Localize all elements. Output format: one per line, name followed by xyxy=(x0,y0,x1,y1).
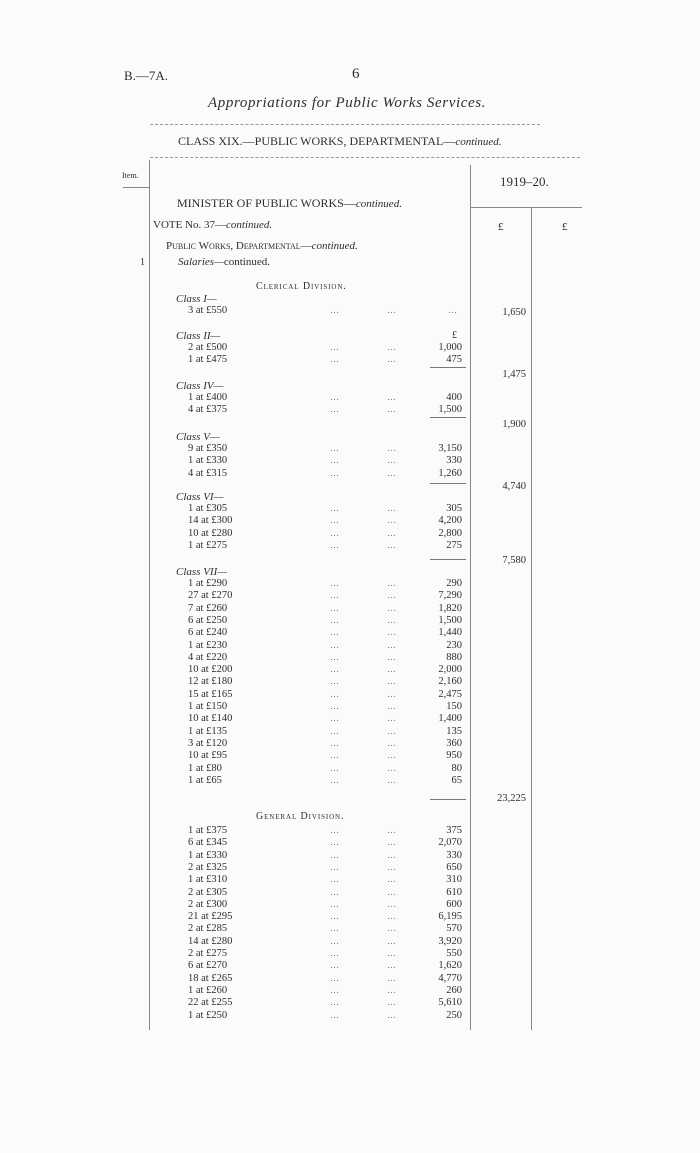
item-header-rule xyxy=(123,187,149,188)
leader-dots: … xyxy=(330,639,340,650)
line-item-label: 1 at £80 xyxy=(188,762,222,774)
line-item-label: 14 at £280 xyxy=(188,935,233,947)
line-item-label: 10 at £95 xyxy=(188,750,228,762)
line-item-amount: 950 xyxy=(446,750,462,762)
leader-dots: … xyxy=(330,898,340,909)
leader-dots: … xyxy=(387,911,397,922)
leader-dots: … xyxy=(387,898,397,909)
line-item-amount: 310 xyxy=(446,874,462,886)
line-item-label: 7 at £260 xyxy=(188,602,228,614)
item-column-rule xyxy=(149,160,150,1030)
leader-dots: … xyxy=(387,676,397,687)
class-4-total: 1,900 xyxy=(502,419,526,430)
line-item-amount: 250 xyxy=(446,1009,462,1021)
leader-dots: … xyxy=(387,527,397,538)
leader-dots: … xyxy=(330,997,340,1008)
line-item-label: 6 at £270 xyxy=(188,960,228,972)
line-item-amount: 550 xyxy=(446,948,462,959)
line-item-label: 1 at £150 xyxy=(188,701,228,712)
line-item-amount: 1,620 xyxy=(438,960,462,972)
line-item-label: 4 at £220 xyxy=(188,651,228,663)
leader-dots: … xyxy=(387,651,397,662)
line-item-label: 6 at £240 xyxy=(188,627,228,639)
line-item-label: 2 at £305 xyxy=(188,886,228,898)
class-7-total: 23,225 xyxy=(497,793,526,804)
leader-dots: … xyxy=(387,443,397,453)
line-item-label: 1 at £135 xyxy=(188,725,228,737)
document-code: B.—7A. xyxy=(124,68,169,83)
line-item-label: 27 at £270 xyxy=(188,590,233,602)
leader-dots: … xyxy=(387,1009,397,1020)
class-2-label: Class II— xyxy=(176,330,221,342)
leader-dots: … xyxy=(387,837,397,848)
line-item-amount: 330 xyxy=(446,849,462,861)
line-item-amount: 290 xyxy=(446,578,462,589)
leader-dots: … xyxy=(387,849,397,860)
line-item-label: 6 at £345 xyxy=(188,837,228,849)
leader-dots: … xyxy=(387,342,397,352)
leader-dots: … xyxy=(387,713,397,724)
leader-dots: … xyxy=(330,984,340,995)
line-item-amount: 7,290 xyxy=(438,590,462,602)
title-rule xyxy=(150,124,540,125)
line-item-amount: 1,500 xyxy=(438,404,462,416)
line-item-label: 4 at £375 xyxy=(188,404,228,416)
dept-heading: Public Works, Departmental—continued. xyxy=(166,240,358,252)
line-item-label: 12 at £180 xyxy=(188,676,233,688)
leader-dots: … xyxy=(387,515,397,526)
leader-dots: … xyxy=(387,997,397,1008)
vote-heading: VOTE No. 37—continued. xyxy=(153,219,273,231)
line-item-amount: 2,000 xyxy=(438,664,462,676)
leader-dots: … xyxy=(330,664,340,675)
leader-dots: … xyxy=(330,404,340,415)
class-7-label: Class VII— xyxy=(176,566,228,578)
leader-dots: … xyxy=(387,614,397,625)
leader-dots: … xyxy=(387,701,397,711)
line-item-label: 1 at £375 xyxy=(188,825,228,836)
leader-dots: … xyxy=(387,935,397,946)
year-heading: 1919–20. xyxy=(500,174,549,189)
pound-sign-1: £ xyxy=(498,221,504,233)
line-item-label: 1 at £475 xyxy=(188,354,228,366)
line-item-amount: 2,070 xyxy=(438,837,462,849)
leader-dots: … xyxy=(330,305,340,315)
class-1-total: 1,650 xyxy=(502,307,526,318)
class-6-total: 7,580 xyxy=(502,555,526,566)
leader-dots: … xyxy=(330,651,340,662)
subtotal-rule xyxy=(430,483,466,484)
line-item-label: 18 at £265 xyxy=(188,972,233,984)
line-item-label: 1 at £400 xyxy=(188,392,228,403)
leader-dots: … xyxy=(330,1009,340,1020)
line-item-amount: 1,500 xyxy=(438,614,462,626)
leader-dots: … xyxy=(330,911,340,922)
line-item-amount: 3,920 xyxy=(438,935,462,947)
line-item-amount: 260 xyxy=(446,984,462,996)
leader-dots: … xyxy=(330,849,340,860)
leader-dots: … xyxy=(387,984,397,995)
leader-dots: … xyxy=(330,539,340,550)
line-item-amount: 230 xyxy=(446,639,462,651)
line-item-label: 1 at £305 xyxy=(188,503,228,514)
line-item-label: 1 at £330 xyxy=(188,849,228,861)
leader-dots: … xyxy=(387,737,397,748)
leader-dots: … xyxy=(330,948,340,958)
leader-dots: … xyxy=(387,750,397,761)
leader-dots: … xyxy=(330,503,340,513)
leader-dots: … xyxy=(387,639,397,650)
page-title: Appropriations for Public Works Services. xyxy=(208,95,487,111)
line-item-label: 3 at £120 xyxy=(188,737,228,749)
leader-dots: … xyxy=(387,627,397,638)
line-item-amount: 275 xyxy=(446,539,462,551)
line-item-label: 9 at £350 xyxy=(188,443,228,454)
subtotal-rule xyxy=(430,559,466,560)
line-item-label: 21 at £295 xyxy=(188,911,233,923)
leader-dots: … xyxy=(330,837,340,848)
general-division-title: General Division. xyxy=(256,811,345,822)
leader-dots: … xyxy=(330,923,340,934)
line-item-amount: 80 xyxy=(451,762,462,774)
line-item-amount: 150 xyxy=(446,701,462,712)
line-item-amount: 475 xyxy=(446,354,462,366)
item-number: 1 xyxy=(140,257,145,268)
leader-dots: … xyxy=(387,886,397,897)
leader-dots: … xyxy=(330,455,340,466)
clerical-division-title: Clerical Division. xyxy=(256,281,347,292)
pound-sign-3: £ xyxy=(452,330,457,341)
line-item-amount: 135 xyxy=(446,725,462,737)
line-item-amount: 880 xyxy=(446,651,462,663)
leader-dots: … xyxy=(330,515,340,526)
leader-dots: … xyxy=(387,774,397,785)
class-5-label: Class V— xyxy=(176,431,220,443)
leader-dots: … xyxy=(330,874,340,885)
line-item-amount: 570 xyxy=(446,923,462,935)
leader-dots: … xyxy=(330,590,340,601)
leader-dots: … xyxy=(330,861,340,872)
line-item-amount: 400 xyxy=(446,392,462,403)
class-5-total: 4,740 xyxy=(502,481,526,492)
leader-dots: … xyxy=(330,774,340,785)
line-item-label: 2 at £300 xyxy=(188,898,228,910)
line-item-amount: 600 xyxy=(446,898,462,910)
leader-dots: … xyxy=(330,602,340,613)
leader-dots: … xyxy=(330,713,340,724)
year-header-rule xyxy=(470,207,582,208)
leader-dots: … xyxy=(387,972,397,983)
line-item-amount: 2,800 xyxy=(438,527,462,539)
leader-dots: … xyxy=(330,762,340,773)
salaries-heading: Salaries—continued. xyxy=(178,256,270,268)
line-item-amount: 610 xyxy=(446,886,462,898)
leader-dots: … xyxy=(330,342,340,352)
leader-dots: … xyxy=(330,627,340,638)
item-column-label: Item. xyxy=(122,171,139,180)
leader-dots: … xyxy=(330,354,340,365)
line-item-amount: 330 xyxy=(446,455,462,467)
amount-column-rule xyxy=(470,165,471,1030)
leader-dots: … xyxy=(330,467,340,478)
pound-sign-2: £ xyxy=(562,221,568,233)
line-item-amount: 65 xyxy=(451,774,462,786)
leader-dots: … xyxy=(387,960,397,971)
leader-dots: … xyxy=(330,972,340,983)
line-item-amount: 375 xyxy=(446,825,462,836)
line-item-amount: 3,150 xyxy=(438,443,462,454)
class-1-line: 3 at £550 xyxy=(188,305,228,316)
line-item-label: 1 at £275 xyxy=(188,539,228,551)
leader-dots: … xyxy=(330,737,340,748)
line-item-amount: 1,000 xyxy=(438,342,462,353)
line-item-label: 1 at £260 xyxy=(188,984,228,996)
leader-dots: … xyxy=(387,874,397,885)
line-item-label: 2 at £285 xyxy=(188,923,228,935)
line-item-amount: 4,200 xyxy=(438,515,462,527)
line-item-amount: 1,820 xyxy=(438,602,462,614)
leader-dots: … xyxy=(330,392,340,402)
leader-dots: … xyxy=(387,354,397,365)
leader-dots: … xyxy=(330,688,340,699)
line-item-label: 1 at £230 xyxy=(188,639,228,651)
leader-dots: … xyxy=(330,825,340,835)
leader-dots: … xyxy=(387,305,397,315)
leader-dots: … xyxy=(448,305,458,315)
page-number: 6 xyxy=(352,66,360,82)
line-item-label: 2 at £325 xyxy=(188,861,228,873)
line-item-amount: 2,475 xyxy=(438,688,462,700)
leader-dots: … xyxy=(330,935,340,946)
line-item-label: 1 at £250 xyxy=(188,1009,228,1021)
class-rule xyxy=(150,157,580,158)
leader-dots: … xyxy=(387,664,397,675)
leader-dots: … xyxy=(387,688,397,699)
leader-dots: … xyxy=(330,725,340,736)
subtotal-rule xyxy=(430,417,466,418)
class-heading: CLASS XIX.—PUBLIC WORKS, DEPARTMENTAL—continued. xyxy=(178,134,502,148)
leader-dots: … xyxy=(387,578,397,588)
total-column-rule xyxy=(531,207,532,1030)
leader-dots: … xyxy=(330,676,340,687)
line-item-label: 1 at £330 xyxy=(188,455,228,467)
minister-heading: MINISTER OF PUBLIC WORKS—continued. xyxy=(177,196,402,210)
leader-dots: … xyxy=(387,923,397,934)
line-item-label: 22 at £255 xyxy=(188,997,233,1009)
line-item-amount: 6,195 xyxy=(438,911,462,923)
line-item-label: 6 at £250 xyxy=(188,614,228,626)
leader-dots: … xyxy=(330,527,340,538)
leader-dots: … xyxy=(330,578,340,588)
leader-dots: … xyxy=(330,443,340,453)
line-item-amount: 650 xyxy=(446,861,462,873)
leader-dots: … xyxy=(387,590,397,601)
leader-dots: … xyxy=(387,725,397,736)
class-4-label: Class IV— xyxy=(176,380,224,392)
leader-dots: … xyxy=(330,614,340,625)
line-item-amount: 1,440 xyxy=(438,627,462,639)
line-item-amount: 305 xyxy=(446,503,462,514)
leader-dots: … xyxy=(387,404,397,415)
line-item-amount: 1,400 xyxy=(438,713,462,725)
subtotal-rule xyxy=(430,799,466,800)
leader-dots: … xyxy=(387,467,397,478)
line-item-label: 1 at £65 xyxy=(188,774,222,786)
line-item-amount: 1,260 xyxy=(438,467,462,479)
leader-dots: … xyxy=(387,602,397,613)
line-item-label: 14 at £300 xyxy=(188,515,233,527)
leader-dots: … xyxy=(387,503,397,513)
line-item-label: 10 at £140 xyxy=(188,713,233,725)
line-item-label: 2 at £500 xyxy=(188,342,228,353)
line-item-label: 1 at £310 xyxy=(188,874,228,886)
line-item-amount: 5,610 xyxy=(438,997,462,1009)
leader-dots: … xyxy=(330,750,340,761)
leader-dots: … xyxy=(387,762,397,773)
leader-dots: … xyxy=(387,948,397,958)
leader-dots: … xyxy=(387,539,397,550)
leader-dots: … xyxy=(330,886,340,897)
line-item-label: 1 at £290 xyxy=(188,578,228,589)
class-6-label: Class VI— xyxy=(176,491,224,503)
line-item-label: 15 at £165 xyxy=(188,688,233,700)
leader-dots: … xyxy=(330,701,340,711)
class-1-label: Class I— xyxy=(176,293,217,305)
line-item-label: 4 at £315 xyxy=(188,467,228,479)
class-2-total: 1,475 xyxy=(502,369,526,380)
line-item-label: 2 at £275 xyxy=(188,948,228,959)
line-item-amount: 360 xyxy=(446,737,462,749)
subtotal-rule xyxy=(430,367,466,368)
line-item-label: 10 at £200 xyxy=(188,664,233,676)
leader-dots: … xyxy=(387,825,397,835)
leader-dots: … xyxy=(387,455,397,466)
leader-dots: … xyxy=(330,960,340,971)
line-item-label: 10 at £280 xyxy=(188,527,233,539)
line-item-amount: 2,160 xyxy=(438,676,462,688)
leader-dots: … xyxy=(387,392,397,402)
line-item-amount: 4,770 xyxy=(438,972,462,984)
leader-dots: … xyxy=(387,861,397,872)
